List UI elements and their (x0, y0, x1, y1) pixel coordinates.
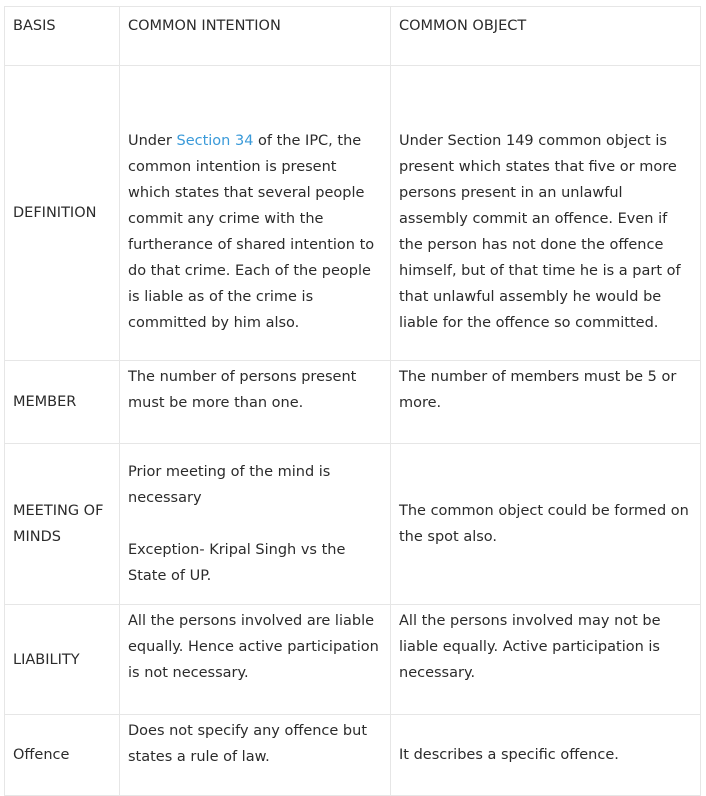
intention-member: The number of persons present must be more than one. (120, 361, 391, 444)
intention-liability: All the persons involved are liable equally. Hence active participation is not necessary. (120, 605, 391, 715)
intention-meeting-line1: Prior meeting of the mind is necessary (128, 464, 331, 506)
table-row-meeting-of-minds (5, 444, 701, 605)
table-row-definition (5, 66, 701, 361)
basis-member: MEMBER (5, 361, 120, 444)
paragraph-gap (128, 511, 382, 537)
comparison-table (4, 6, 701, 796)
intention-meeting-of-minds (120, 444, 391, 605)
intention-definition-prefix: Under (128, 133, 177, 149)
intention-definition (120, 66, 391, 361)
header-basis: BASIS (5, 7, 120, 66)
table-row-member (5, 361, 701, 444)
table-row-offence (5, 715, 701, 796)
object-meeting-of-minds: The common object could be formed on the spot also. (391, 444, 701, 605)
object-definition: Under Section 149 common object is present which states that five or more persons present in an unlawful assembly commit an offence. Even if the person has not done the offence himself, but of that time he is a part of that unlawful assembly he would be liable for the offence so committed. (391, 66, 701, 361)
basis-meeting-of-minds: MEETING OF MINDS (5, 444, 120, 605)
intention-meeting-exception: Exception- Kripal Singh vs the State of UP. (128, 542, 346, 584)
basis-definition: DEFINITION (5, 66, 120, 361)
intention-offence: Does not specify any offence but states a rule of law. (120, 715, 391, 796)
intention-definition-text: of the IPC, the common intention is present which states that several people commit any crime with the furtherance of shared intention to do that crime. Each of the people is liable as of the crime is committed by him also. (128, 133, 375, 331)
header-common-intention: COMMON INTENTION (120, 7, 391, 66)
basis-offence: Offence (5, 715, 120, 796)
object-member: The number of members must be 5 or more. (391, 361, 701, 444)
section-34-link[interactable]: Section 34 (176, 133, 254, 149)
table-row-liability (5, 605, 701, 715)
header-row (5, 7, 701, 66)
object-liability: All the persons involved may not be liable equally. Active participation is necessary. (391, 605, 701, 715)
object-offence: It describes a specific offence. (391, 715, 701, 796)
header-common-object: COMMON OBJECT (391, 7, 701, 66)
basis-liability: LIABILITY (5, 605, 120, 715)
